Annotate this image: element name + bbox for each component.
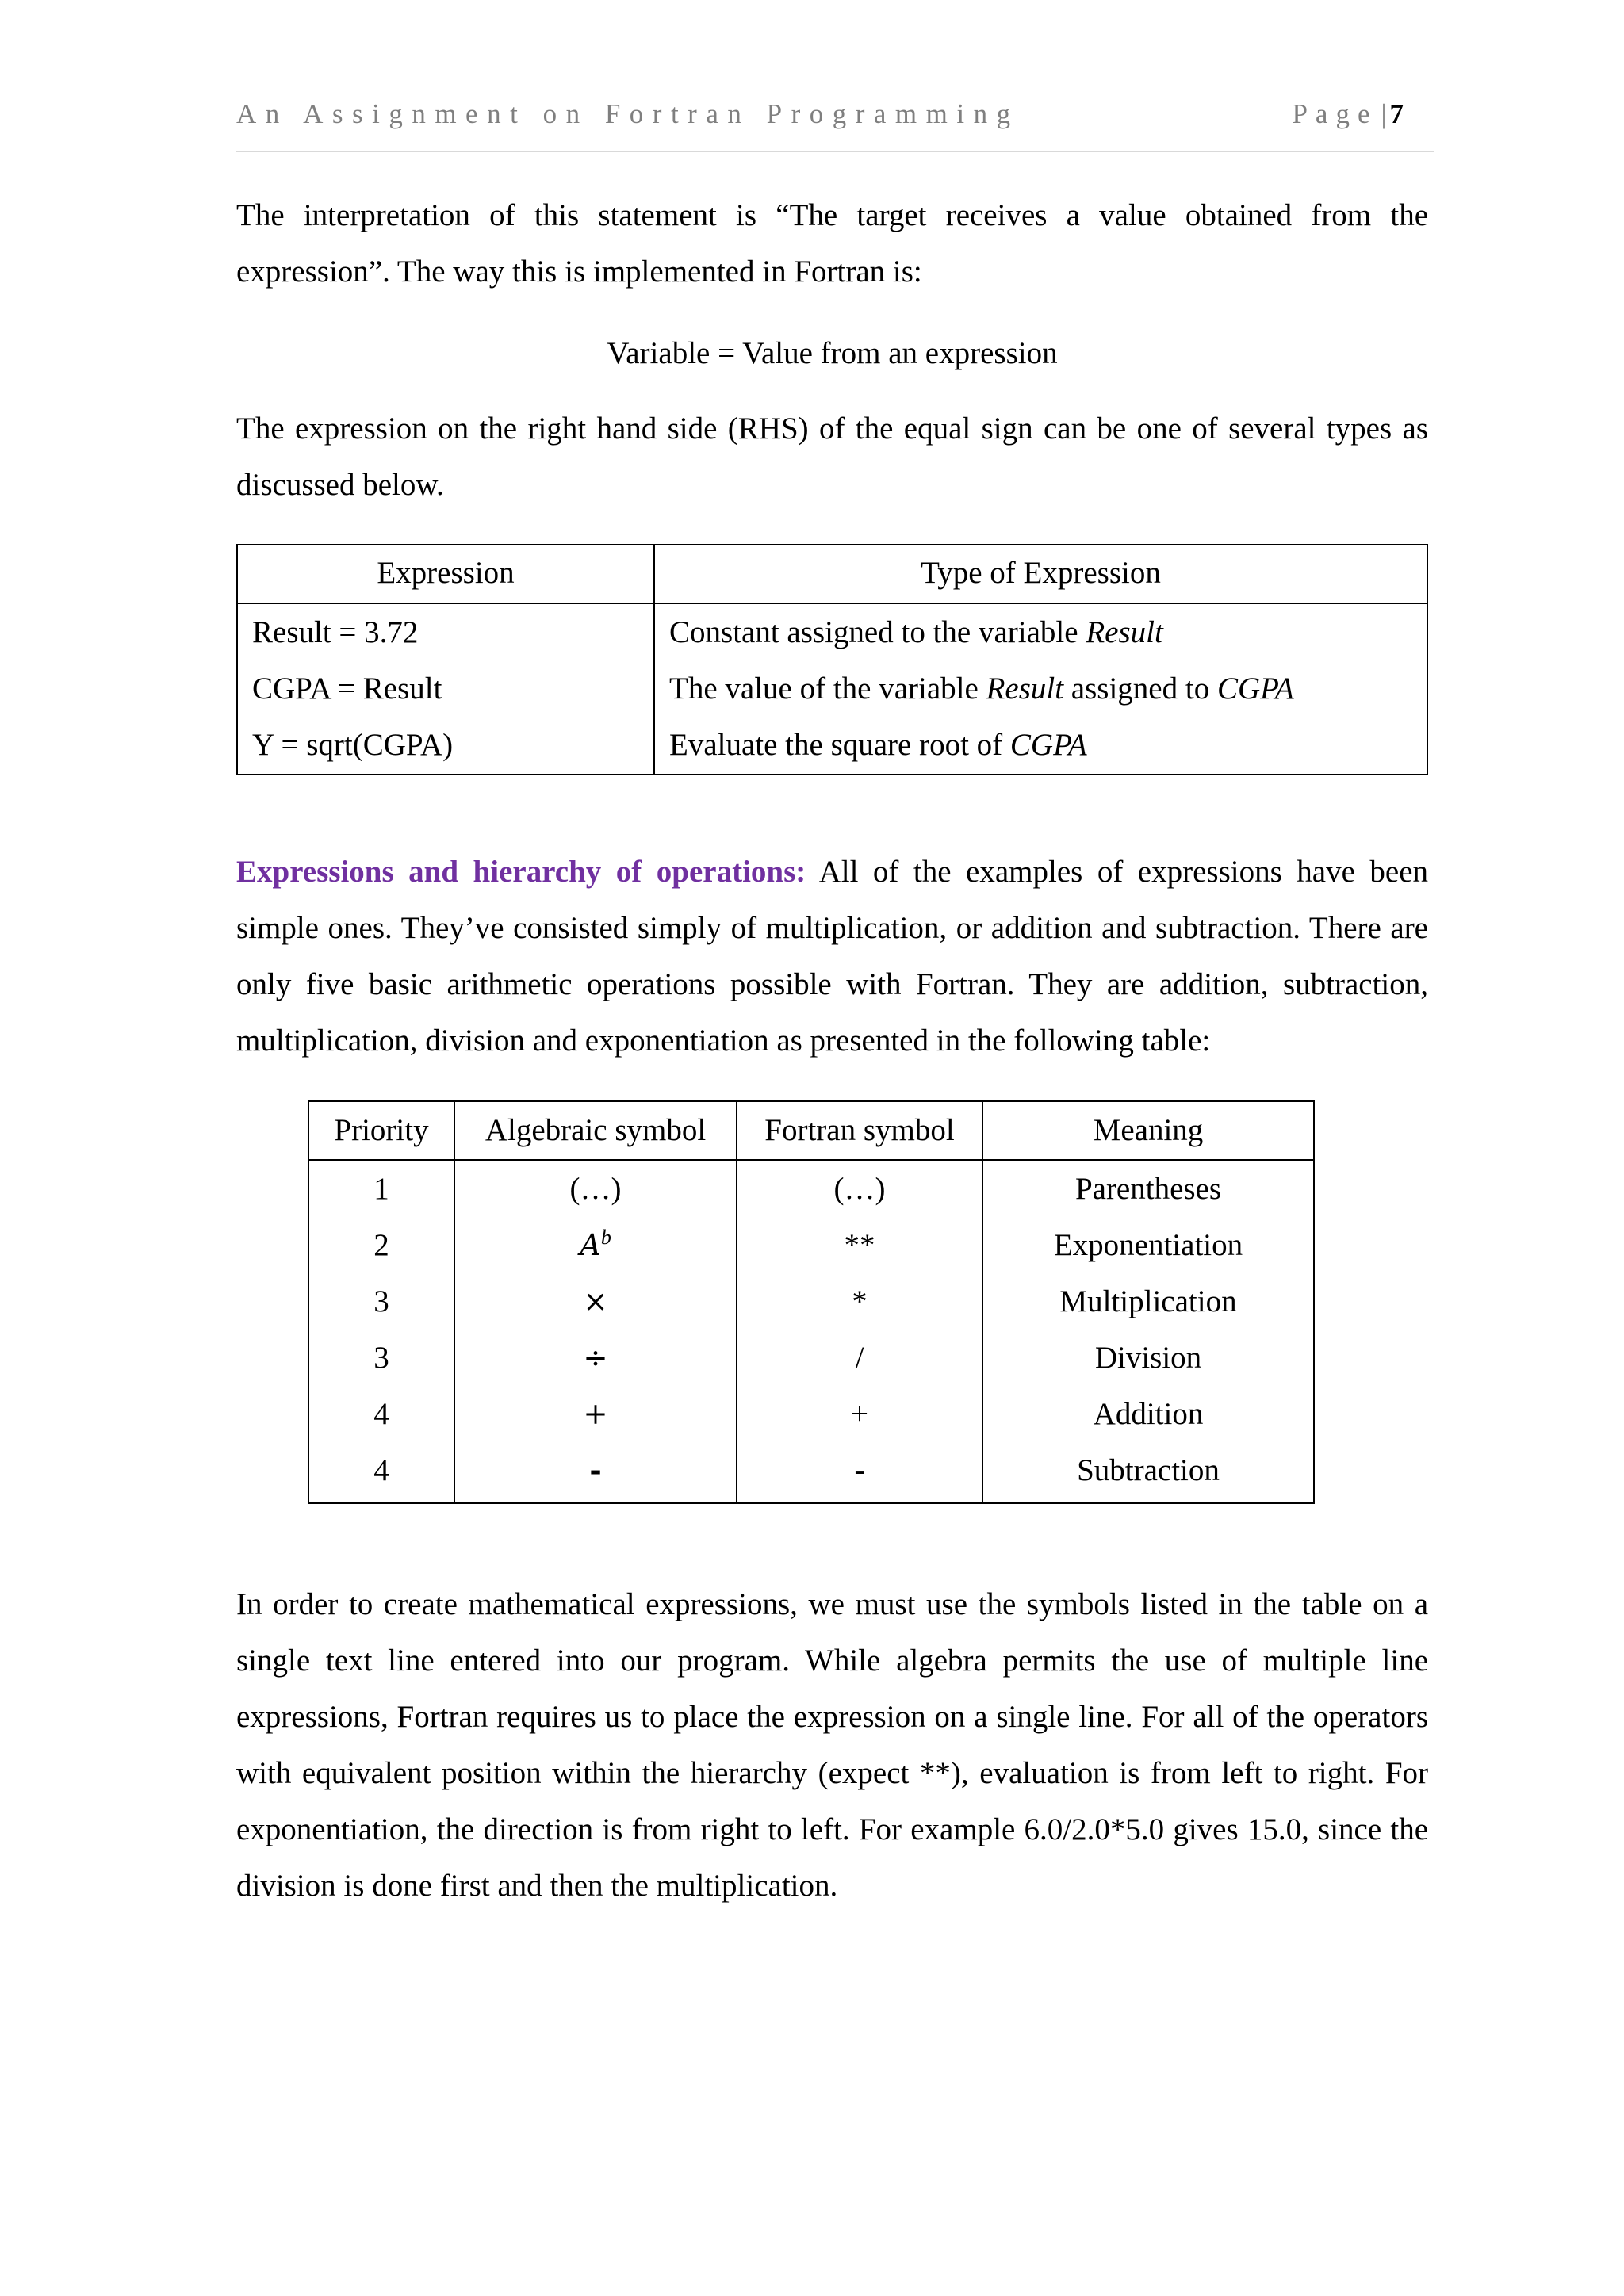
fortran-cell: ** <box>737 1217 982 1273</box>
type-cell <box>669 717 1412 773</box>
table-header-cell: Type of Expression <box>654 545 1427 603</box>
expression-cell: Y = sqrt(CGPA) <box>252 728 454 762</box>
header-title: An Assignment on Fortran Programming <box>236 98 1020 129</box>
meaning-cell: Parentheses <box>982 1160 1314 1217</box>
algebraic-cell: × <box>454 1273 737 1330</box>
type-variable: CGPA <box>1216 672 1294 706</box>
meaning-cell: Multiplication <box>982 1273 1314 1330</box>
page-number: 7 <box>1389 98 1404 129</box>
page-separator: | <box>1381 98 1387 129</box>
meaning-cell: Division <box>982 1330 1314 1386</box>
type-column <box>654 603 1427 775</box>
type-text: assigned to <box>1063 672 1217 706</box>
rhs-paragraph: The expression on the right hand side (RHS) of the equal sign can be one of several types as discussed below. <box>236 411 1428 502</box>
type-cell <box>669 660 1412 717</box>
priority-cell: 3 <box>308 1273 454 1330</box>
type-cell <box>669 604 1412 660</box>
algebraic-cell: (…) <box>454 1160 737 1217</box>
type-variable: Result <box>986 672 1064 706</box>
type-variable: CGPA <box>1009 728 1087 762</box>
algebraic-cell: ÷ <box>454 1330 737 1386</box>
table-row <box>308 1217 1314 1273</box>
table-header-cell: Priority <box>308 1101 454 1160</box>
algebraic-cell: - <box>454 1442 737 1503</box>
meaning-cell: Subtraction <box>982 1442 1314 1503</box>
priority-cell: 4 <box>308 1442 454 1503</box>
fortran-cell: / <box>737 1330 982 1386</box>
closing-paragraph: In order to create mathematical expressions, we must use the symbols listed in the table on a single text line entered into our program. While algebra permits the use of multiple line expressions, Fortran requires us to place the expression on a single line. For all of the operators with equivalent position within the hierarchy (expect **), evaluation is from left to right. For exponentiation, the direction is from right to left. For example 6.0/2.0*5.0 gives 15.0, since the division is done first and then the multiplication. <box>236 1587 1428 1903</box>
power-exponent: b <box>600 1226 611 1249</box>
priority-cell: 1 <box>308 1160 454 1217</box>
type-text: The value of the variable <box>669 672 986 706</box>
meaning-cell: Exponentiation <box>982 1217 1314 1273</box>
table-row <box>308 1442 1314 1503</box>
table-header-cell: Fortran symbol <box>737 1101 982 1160</box>
table-row <box>308 1160 1314 1217</box>
priority-cell: 2 <box>308 1217 454 1273</box>
page-number-block <box>1292 98 1404 130</box>
page-header <box>236 94 1434 152</box>
assignment-equation: Variable = Value from an expression <box>607 336 1058 370</box>
priority-cell: 3 <box>308 1330 454 1386</box>
priority-cell: 4 <box>308 1386 454 1442</box>
table-header-row <box>237 545 1427 603</box>
expression-types-table <box>236 544 1428 775</box>
meaning-cell: Addition <box>982 1386 1314 1442</box>
table-row <box>308 1386 1314 1442</box>
table-row <box>308 1273 1314 1330</box>
table-row <box>237 603 1427 775</box>
table-header-cell: Expression <box>237 545 654 603</box>
type-text: Evaluate the square root of <box>669 728 1010 762</box>
intro-paragraph: The interpretation of this statement is “The target receives a value obtained from the expression”. The way this is implemented in Fortran is: <box>236 198 1428 289</box>
expression-cell: Result = 3.72 <box>252 615 419 649</box>
hierarchy-paragraph <box>236 844 1428 1069</box>
table-header-cell: Meaning <box>982 1101 1314 1160</box>
table-row <box>308 1330 1314 1386</box>
type-variable: Result <box>1086 615 1163 649</box>
section-text: All of the examples of expressions have been simple ones. They’ve consisted simply of multiplication, or addition and subtraction. There are only five basic arithmetic operations possible with Fortran. They are addition, subtraction, multiplication, division and exponentiation as presented in the following table: <box>236 855 1429 1058</box>
table-header-cell: Algebraic symbol <box>454 1101 737 1160</box>
expression-column <box>237 603 654 775</box>
table-header-row <box>308 1101 1314 1160</box>
algebraic-cell: + <box>454 1386 737 1442</box>
algebraic-cell <box>454 1217 737 1273</box>
power-base: A <box>580 1228 601 1262</box>
type-text: Constant assigned to the variable <box>669 615 1086 649</box>
fortran-cell: (…) <box>737 1160 982 1217</box>
expression-cell: CGPA = Result <box>252 672 442 706</box>
fortran-cell: - <box>737 1442 982 1503</box>
page-label: Page <box>1292 98 1378 129</box>
operator-priority-table <box>308 1100 1315 1504</box>
fortran-cell: + <box>737 1386 982 1442</box>
section-heading: Expressions and hierarchy of operations: <box>236 855 806 889</box>
fortran-cell: * <box>737 1273 982 1330</box>
